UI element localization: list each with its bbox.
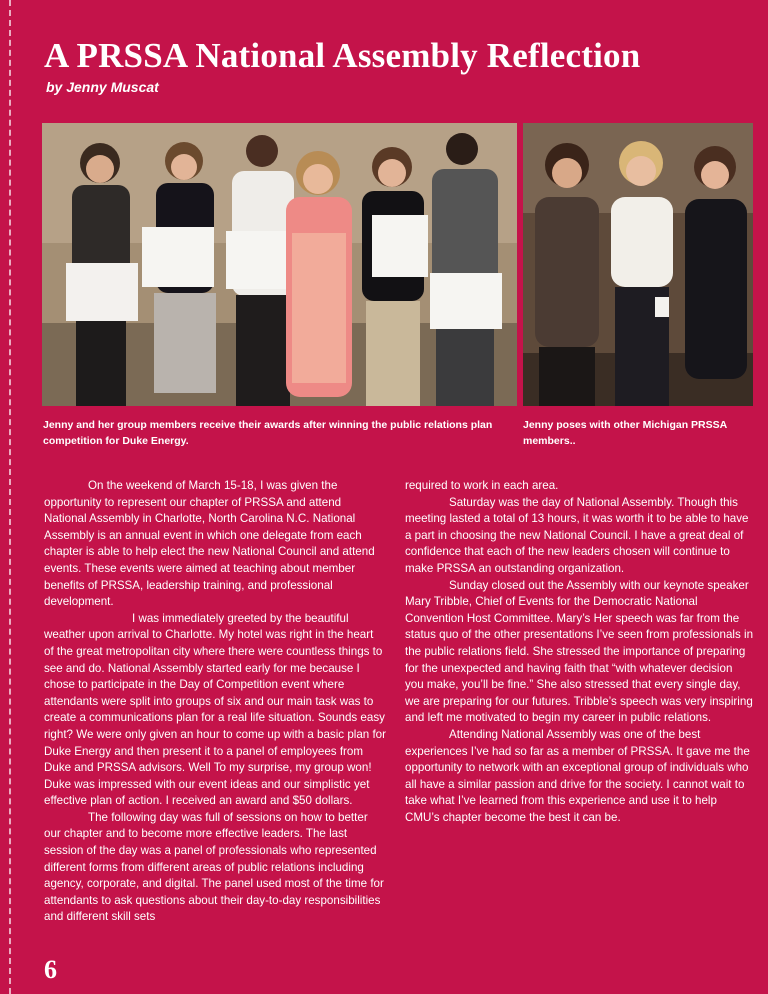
paragraph: I was immediately greeted by the beautiful weather upon arrival to Charlotte. My hotel was right in the heart of the great metropolitan city where there were countless things to see and do. National Assembly started early for me because I chose to participate in the Day of Competition event where attendants were split into groups of six and our main task was to create a communications plan for a real life situation. Sounds easy right? We were only given an hour to come up with a basic plan for Duke Energy and then present it to a panel of employees from Duke and PRSSA advisors. Well To my surprise, my group won! Duke was impressed with our event ideas and our simplistic yet effective plan of action. I received an award and $50 dollars. <box>44 611 386 808</box>
page-number: 6 <box>44 955 57 984</box>
group-award-photo <box>42 123 517 406</box>
article-column-left <box>44 478 386 926</box>
article-title: A PRSSA National Assembly Reflection <box>44 36 641 75</box>
paragraph: The following day was full of sessions on how to better our chapter and to become more effective leaders. The last session of the day was a panel of professionals who represented different forms from different areas of public relations including agency, corporate, and digital. The panel used most of the time for attendants to ask questions about their day-to-day responsibilities and different skill sets <box>44 810 384 924</box>
michigan-members-photo <box>523 123 753 406</box>
group-photo-caption: Jenny and her group members receive their awards after winning the public relations plan competition for Duke Energy. <box>43 419 493 447</box>
paragraph: required to work in each area. <box>405 479 559 492</box>
paragraph: Attending National Assembly was one of the best experiences I’ve had so far as a member of PRSSA. It gave me the opportunity to network with an exceptional group of individuals who all have a similar passion and drive for the society. I cannot wait to take what I’ve learned from this experience and use it to help CMU’s chapter become the best it can be. <box>405 727 750 824</box>
paragraph: Saturday was the day of National Assembly. Though this meeting lasted a total of 13 hours, it was worth it to be able to have a part in choosing the new National Council. I have a great deal of confidence that each of the new leaders chosen will continue to make PRSSA an outstanding organization. <box>405 495 749 575</box>
dashed-margin-line <box>9 0 11 994</box>
paragraph: On the weekend of March 15-18, I was given the opportunity to represent our chapter of PRSSA and attend National Assembly in Charlotte, North Carolina N.C. National Assembly is an annual event in which one delegate from each chapter is able to help elect the new National Council and attend events. These events were aimed at teaching about member benefits of PRSSA, leadership training, and professional development. <box>44 479 375 609</box>
article-byline: by Jenny Muscat <box>46 79 159 95</box>
article-column-right <box>405 478 753 826</box>
paragraph: Sunday closed out the Assembly with our keynote speaker Mary Tribble, Chief of Events for the Democratic National Convention Host Committee. Mary’s Her speech was far from the status quo of the other presentations I’ve seen from professionals in the public relations field. She stressed the importance of preparing for the unexpected and having faith that “with whatever decision you make, you’ll be fine.” She also stressed that every single day, we are preparing for our futures. Tribble’s speech was very inspiring and left me motivated to begin my career in public relations. <box>405 578 754 725</box>
members-photo-caption: Jenny poses with other Michigan PRSSA members.. <box>523 419 727 447</box>
